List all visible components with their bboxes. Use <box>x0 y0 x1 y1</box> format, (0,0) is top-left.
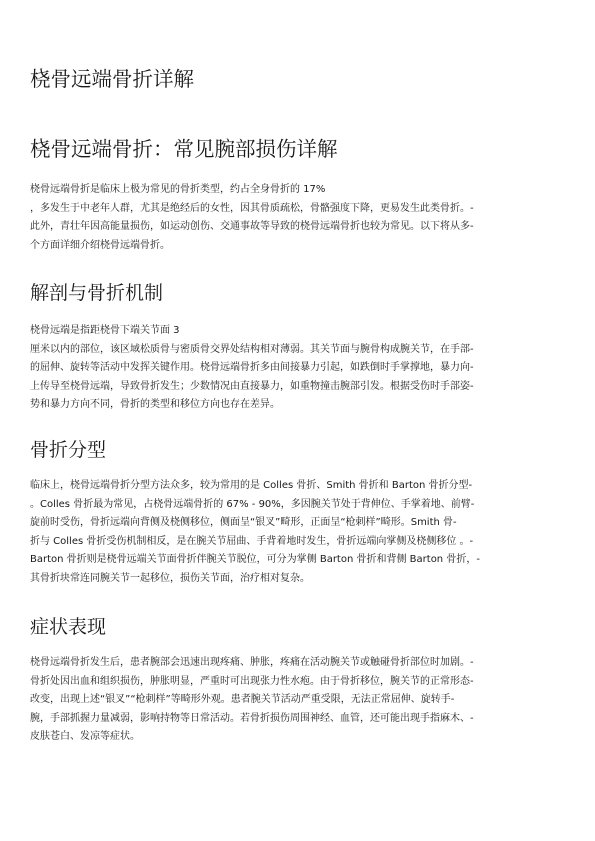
paragraph-line: 皮肤苍白、发凉等症状。 <box>30 731 140 742</box>
paragraph-line: 桡骨远端是指距桡骨下端关节面 3 <box>30 325 180 336</box>
paragraph-line: 旋前时受伤，骨折远端向背侧及桡侧移位，侧面呈“银叉”畸形，正面呈“枪刺样”畸形。Smith 骨- <box>30 517 457 528</box>
paragraph-line: 上传导至桡骨远端，导致骨折发生；少数情况由直接暴力，如重物撞击腕部引发。根据受伤时手部姿- <box>30 380 474 392</box>
classification-paragraph <box>30 477 565 588</box>
paragraph-line: 腕，手部抓握力量减弱，影响持物等日常活动。若骨折损伤周围神经、血管，还可能出现手指麻木、- <box>30 712 474 724</box>
paragraph-line: 的屈伸、旋转等活动中发挥关键作用。桡骨远端骨折多由间接暴力引起，如跌倒时手掌撑地，暴力向- <box>30 362 474 373</box>
section-heading-symptoms: 症状表现 <box>30 616 107 638</box>
anatomy-paragraph <box>30 322 565 415</box>
paragraph-line: 骨折处因出血和组织损伤，肿胀明显，严重时可出现张力性水疱。由于骨折移位，腕关节的正常形态- <box>30 675 474 687</box>
paragraph-line: 折与 Colles 骨折受伤机制相反，是在腕关节屈曲、手背着地时发生，骨折远端向掌侧及桡侧移位 。- <box>30 535 474 547</box>
paragraph-line: 厘米以内的部位，该区域松质骨与密质骨交界处结构相对薄弱。其关节面与腕骨构成腕关节，在手部- <box>30 343 474 355</box>
section-heading-classification: 骨折分型 <box>30 439 107 461</box>
paragraph-line: 改变，出现上述“银叉”“枪刺样”等畸形外观。患者腕关节活动严重受限，无法正常屈伸、旋转手- <box>30 694 455 705</box>
paragraph-line: 个方面详细介绍桡骨远端骨折。 <box>30 239 170 251</box>
intro-paragraph <box>30 181 565 255</box>
paragraph-line: 势和暴力方向不同，骨折的类型和移位方向也存在差异。 <box>30 399 280 410</box>
paragraph-line: Barton 骨折则是桡骨远端关节面骨折伴腕关节脱位，可分为掌侧 Barton 骨折和背侧 Barton 骨折，- <box>30 554 480 565</box>
section-heading-anatomy: 解剖与骨折机制 <box>30 282 164 304</box>
document-title: 桡骨远端骨折详解 <box>30 67 194 91</box>
paragraph-line: 桡骨远端骨折是临床上极为常见的骨折类型，约占全身骨折的 17% <box>30 184 326 195</box>
paragraph-line: 其骨折块常连同腕关节一起移位，损伤关节面，治疗相对复杂。 <box>30 572 310 584</box>
paragraph-line: 临床上，桡骨远端骨折分型方法众多，较为常用的是 Colles 骨折、Smith 骨折和 Barton 骨折分型- <box>30 480 473 491</box>
paragraph-line: 此外，青壮年因高能量损伤，如运动创伤、交通事故等导致的桡骨远端骨折也较为常见。以下将从多- <box>30 221 474 232</box>
paragraph-line: ，多发生于中老年人群，尤其是绝经后的女性，因其骨质疏松，骨骼强度下降，更易发生此类骨折。- <box>30 202 474 214</box>
symptoms-paragraph <box>30 654 565 747</box>
paragraph-line: 。Colles 骨折最为常见，占桡骨远端骨折的 67% - 90%，多因腕关节处于背伸位、手掌着地、前臂- <box>30 498 475 510</box>
paragraph-line: 桡骨远端骨折发生后，患者腕部会迅速出现疼痛、肿胀，疼痛在活动腕关节或触碰骨折部位时加剧。- <box>30 657 474 668</box>
main-heading: 桡骨远端骨折：常见腕部损伤详解 <box>30 137 338 161</box>
